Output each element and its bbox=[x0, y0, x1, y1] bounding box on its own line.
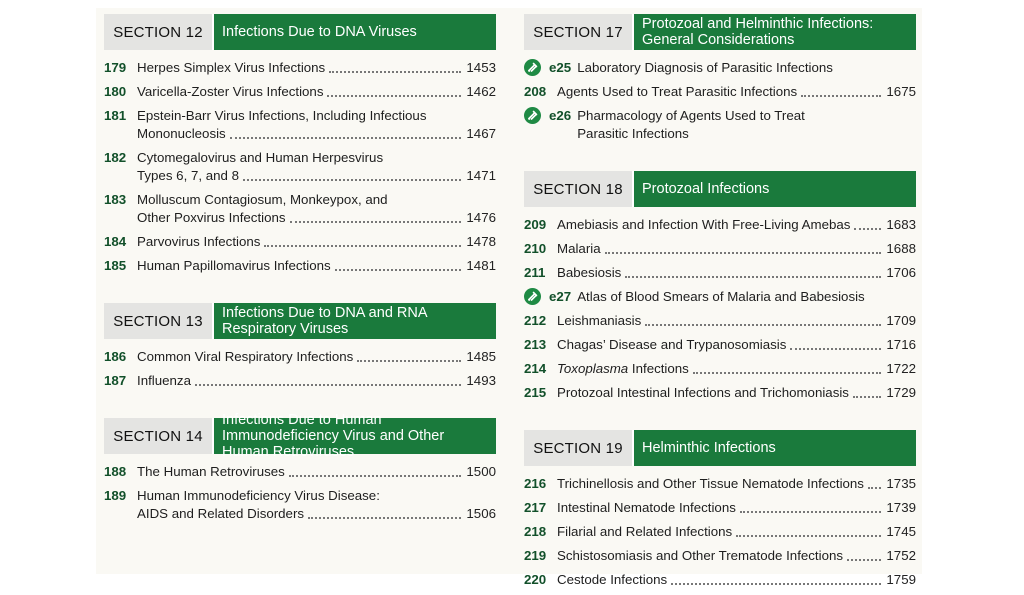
section-label: SECTION 18 bbox=[533, 180, 623, 198]
section-label: SECTION 14 bbox=[113, 427, 203, 445]
chapter-title-line: Epstein-Barr Virus Infections, Including Infectious bbox=[137, 108, 427, 123]
chapter-number: 180 bbox=[104, 84, 127, 99]
chapter-title-line: Intestinal Nematode Infections bbox=[557, 500, 736, 515]
toc-entry[interactable] bbox=[104, 107, 496, 143]
chapter-number: 186 bbox=[104, 349, 127, 364]
dot-leader bbox=[327, 94, 461, 97]
toc-entry[interactable] bbox=[104, 233, 496, 251]
online-chapter-icon bbox=[524, 59, 541, 76]
chapter-number: 179 bbox=[104, 60, 127, 75]
toc-entry[interactable] bbox=[524, 336, 916, 354]
chapter-title-line: Amebiasis and Infection With Free-Living Amebas bbox=[557, 217, 851, 232]
chapter-title-line: Varicella-Zoster Virus Infections bbox=[137, 84, 324, 99]
chapter-title-line: Mononucleosis bbox=[137, 126, 226, 141]
toc-entry[interactable] bbox=[104, 83, 496, 101]
page-number: 1683 bbox=[886, 217, 916, 232]
chapter-title-line: AIDS and Related Disorders bbox=[137, 506, 305, 521]
chapter-title-line: Herpes Simplex Virus Infections bbox=[137, 60, 326, 75]
dot-leader bbox=[335, 268, 461, 271]
dot-leader bbox=[230, 136, 461, 139]
chapter-title-line: Molluscum Contagiosum, Monkeypox, and bbox=[137, 192, 388, 207]
page-number: 1478 bbox=[466, 234, 496, 249]
chapter-number: 208 bbox=[524, 84, 547, 99]
section-header bbox=[524, 430, 916, 466]
chapter-title-line bbox=[557, 360, 689, 378]
toc-entry[interactable] bbox=[524, 216, 916, 234]
section-title: Infections Due to DNA Viruses bbox=[212, 14, 496, 50]
page-number: 1752 bbox=[886, 548, 916, 563]
dot-leader bbox=[847, 558, 881, 561]
page-number: 1462 bbox=[466, 84, 496, 99]
chapter-number: 182 bbox=[104, 150, 127, 165]
chapter-number: e25 bbox=[549, 60, 572, 75]
chapter-title-line: Protozoal Intestinal Infections and Trichomoniasis bbox=[557, 385, 849, 400]
page-number: 1675 bbox=[886, 84, 916, 99]
dot-leader bbox=[264, 244, 461, 247]
chapter-number: 219 bbox=[524, 548, 547, 563]
toc-entry[interactable] bbox=[104, 191, 496, 227]
page-number: 1722 bbox=[886, 361, 916, 376]
toc-entry[interactable] bbox=[104, 372, 496, 390]
toc-entry[interactable] bbox=[524, 523, 916, 541]
online-chapter-icon bbox=[524, 107, 541, 124]
toc-entry[interactable] bbox=[104, 257, 496, 275]
chapter-title-line: Parvovirus Infections bbox=[137, 234, 261, 249]
dot-leader bbox=[357, 359, 461, 362]
chapter-title-line: Filarial and Related Infections bbox=[557, 524, 733, 539]
chapter-number: 211 bbox=[524, 265, 546, 280]
dot-leader bbox=[605, 251, 881, 254]
page-number: 1735 bbox=[886, 476, 916, 491]
toc-entry[interactable] bbox=[524, 264, 916, 282]
chapter-title-italic: Toxoplasma bbox=[557, 361, 629, 376]
chapter-title-rest: Infections bbox=[628, 361, 689, 376]
section-title: Infections Due to Human Immunodeficiency Virus and Other Human Retroviruses bbox=[212, 418, 496, 454]
toc-entry[interactable] bbox=[524, 107, 916, 143]
chapter-title-line: Common Viral Respiratory Infections bbox=[137, 349, 354, 364]
chapter-number: 220 bbox=[524, 572, 547, 587]
section-header bbox=[524, 14, 916, 50]
dot-leader bbox=[625, 275, 881, 278]
section-title: Protozoal and Helminthic Infections: General Considerations bbox=[632, 14, 916, 50]
chapter-number: e26 bbox=[549, 108, 572, 123]
chapter-number: e27 bbox=[549, 289, 572, 304]
section-label: SECTION 13 bbox=[113, 312, 203, 330]
chapter-title-line: Cestode Infections bbox=[557, 572, 668, 587]
page-number: 1759 bbox=[886, 572, 916, 587]
toc-entry[interactable] bbox=[104, 149, 496, 185]
toc-entry[interactable] bbox=[524, 59, 916, 77]
chapter-number: 185 bbox=[104, 258, 127, 273]
toc-entry[interactable] bbox=[104, 463, 496, 481]
toc-entry[interactable] bbox=[524, 571, 916, 589]
section-label: SECTION 17 bbox=[533, 23, 623, 41]
chapter-title-line: Types 6, 7, and 8 bbox=[137, 168, 240, 183]
page-number: 1716 bbox=[886, 337, 916, 352]
online-chapter-icon bbox=[524, 288, 541, 305]
toc-entry[interactable] bbox=[524, 240, 916, 258]
toc-entry[interactable] bbox=[524, 360, 916, 378]
toc-entry[interactable] bbox=[104, 487, 496, 523]
dot-leader bbox=[693, 371, 881, 374]
section-header bbox=[524, 171, 916, 207]
chapter-number: 181 bbox=[104, 108, 127, 123]
dot-leader bbox=[329, 70, 461, 73]
toc-entry[interactable] bbox=[524, 475, 916, 493]
dot-leader bbox=[736, 534, 881, 537]
dot-leader bbox=[671, 582, 881, 585]
page-number: 1485 bbox=[466, 349, 496, 364]
chapter-number: 188 bbox=[104, 464, 127, 479]
toc-left-column bbox=[104, 14, 496, 529]
chapter-number: 217 bbox=[524, 500, 547, 515]
chapter-number: 209 bbox=[524, 217, 547, 232]
toc-entry[interactable] bbox=[524, 384, 916, 402]
dot-leader bbox=[290, 220, 461, 223]
section-header bbox=[104, 412, 496, 460]
toc-right-column bbox=[524, 14, 916, 595]
toc-entry[interactable] bbox=[104, 348, 496, 366]
chapter-title-line: Trichinellosis and Other Tissue Nematode Infections bbox=[557, 476, 864, 491]
section-title: Infections Due to DNA and RNA Respiratory Viruses bbox=[212, 303, 496, 339]
chapter-number: 216 bbox=[524, 476, 547, 491]
page-number: 1506 bbox=[466, 506, 496, 521]
dot-leader bbox=[853, 395, 881, 398]
chapter-number: 214 bbox=[524, 361, 547, 376]
chapter-number: 212 bbox=[524, 313, 547, 328]
chapter-title-line: Agents Used to Treat Parasitic Infections bbox=[557, 84, 798, 99]
section-title: Helminthic Infections bbox=[632, 430, 916, 466]
page-number: 1739 bbox=[886, 500, 916, 515]
page-number: 1688 bbox=[886, 241, 916, 256]
page-number: 1476 bbox=[466, 210, 496, 225]
page-number: 1729 bbox=[886, 385, 916, 400]
page-number: 1453 bbox=[466, 60, 496, 75]
page-number: 1467 bbox=[466, 126, 496, 141]
page-number: 1709 bbox=[886, 313, 916, 328]
dot-leader bbox=[195, 383, 461, 386]
chapter-title-line: Pharmacology of Agents Used to Treat bbox=[577, 108, 805, 123]
chapter-title-line: Influenza bbox=[137, 373, 191, 388]
toc-entry[interactable] bbox=[524, 499, 916, 517]
dot-leader bbox=[645, 323, 881, 326]
dot-leader bbox=[854, 227, 881, 230]
chapter-title-line: Parasitic Infections bbox=[577, 126, 689, 141]
dot-leader bbox=[243, 178, 461, 181]
chapter-title-line: Babesiosis bbox=[557, 265, 622, 280]
chapter-title-line: Malaria bbox=[557, 241, 601, 256]
chapter-title-line: The Human Retroviruses bbox=[137, 464, 285, 479]
page-number: 1493 bbox=[466, 373, 496, 388]
page-number: 1745 bbox=[886, 524, 916, 539]
toc-entry[interactable] bbox=[524, 547, 916, 565]
page-number: 1500 bbox=[466, 464, 496, 479]
section-header bbox=[104, 14, 496, 50]
chapter-number: 213 bbox=[524, 337, 547, 352]
dot-leader bbox=[801, 94, 881, 97]
toc-entry[interactable] bbox=[104, 59, 496, 77]
toc-entry[interactable] bbox=[524, 83, 916, 101]
page-number: 1471 bbox=[466, 168, 496, 183]
chapter-title-line: Other Poxvirus Infections bbox=[137, 210, 286, 225]
chapter-title-line: Leishmaniasis bbox=[557, 313, 642, 328]
chapter-title-line: Atlas of Blood Smears of Malaria and Babesiosis bbox=[577, 289, 865, 304]
section-title: Protozoal Infections bbox=[632, 171, 916, 207]
chapter-number: 215 bbox=[524, 385, 547, 400]
toc-entry[interactable] bbox=[524, 312, 916, 330]
section-header bbox=[104, 303, 496, 339]
dot-leader bbox=[308, 516, 461, 519]
toc-entry[interactable] bbox=[524, 288, 916, 306]
section-label: SECTION 19 bbox=[533, 439, 623, 457]
chapter-number: 183 bbox=[104, 192, 127, 207]
section-label: SECTION 12 bbox=[113, 23, 203, 41]
chapter-title-line: Cytomegalovirus and Human Herpesvirus bbox=[137, 150, 384, 165]
chapter-number: 189 bbox=[104, 488, 127, 503]
chapter-number: 218 bbox=[524, 524, 547, 539]
chapter-title-line: Laboratory Diagnosis of Parasitic Infections bbox=[577, 60, 833, 75]
page-number: 1481 bbox=[466, 258, 496, 273]
dot-leader bbox=[868, 486, 881, 489]
chapter-title-line: Human Papillomavirus Infections bbox=[137, 258, 331, 273]
chapter-title-line: Chagas’ Disease and Trypanosomiasis bbox=[557, 337, 787, 352]
page-number: 1706 bbox=[886, 265, 916, 280]
chapter-title-line: Human Immunodeficiency Virus Disease: bbox=[137, 488, 380, 503]
chapter-title-line: Schistosomiasis and Other Trematode Infections bbox=[557, 548, 844, 563]
dot-leader bbox=[790, 347, 881, 350]
chapter-number: 184 bbox=[104, 234, 127, 249]
dot-leader bbox=[740, 510, 881, 513]
dot-leader bbox=[289, 474, 461, 477]
chapter-number: 187 bbox=[104, 373, 127, 388]
chapter-number: 210 bbox=[524, 241, 547, 256]
toc-page bbox=[96, 8, 922, 587]
